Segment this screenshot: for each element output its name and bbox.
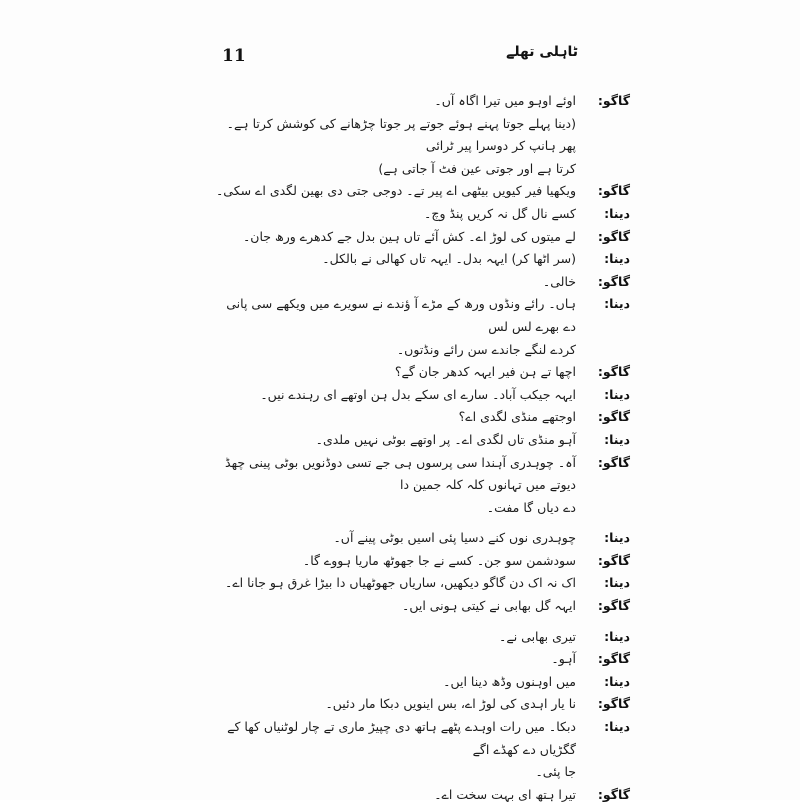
speech-text: سودشمن سو جن۔ کسے نے جا جھوٹھ ماریا ہووے گا۔ <box>302 552 576 568</box>
speaker-label: دینا: <box>604 628 630 644</box>
speech-text: خالی۔ <box>542 273 576 289</box>
speech-text: (سر اٹھا کر) ایہہ بدل۔ ایہہ تاں کھالی نے بالکل۔ <box>322 251 576 267</box>
dialogue-line <box>210 429 630 452</box>
dialogue-continuation <box>210 761 630 784</box>
dialogue-line <box>210 452 630 497</box>
dialogue-line <box>210 595 630 618</box>
dialogue-line <box>210 626 630 649</box>
dialogue-line <box>210 671 630 694</box>
dialogue-line <box>210 648 630 671</box>
speaker-label: گاگو: <box>597 273 630 289</box>
stage-direction-text: کرتا ہے اور جوتی عین فٹ آ جاتی ہے) <box>378 160 576 176</box>
speech-text: تیرا ہتھ ای بہت سخت اے۔ <box>434 786 576 802</box>
speech-text: جا پئی۔ <box>535 764 576 780</box>
dialogue-line <box>210 226 630 249</box>
page-number: 11 <box>222 46 246 66</box>
dialogue-continuation <box>210 497 630 520</box>
speaker-label: گاگو: <box>597 454 630 470</box>
speaker-label: گاگو: <box>597 696 630 712</box>
dialogue-block <box>210 90 630 806</box>
running-head-title: ٹاہلی تھلے <box>506 44 578 60</box>
stage-direction-text: (دینا پہلے جوتا پہنے ہوئے جوتے پر جوتا چڑھانے کی کوشش کرتا ہے۔ پھر ہانپ کر دوسرا پیر ٹرائی <box>226 115 576 154</box>
dialogue-line <box>210 384 630 407</box>
dialogue-line <box>210 406 630 429</box>
speech-text: اوجتھے منڈی لگدی اے؟ <box>458 409 576 425</box>
dialogue-line <box>210 90 630 113</box>
stage-direction-line <box>210 113 630 158</box>
speaker-label: گاگو: <box>597 552 630 568</box>
dialogue-line <box>210 203 630 226</box>
dialogue-line <box>210 361 630 384</box>
speaker-label: گاگو: <box>597 93 630 108</box>
speech-text: تیری بھابی نے۔ <box>499 628 576 644</box>
dialogue-line <box>210 248 630 271</box>
spacer <box>210 519 630 527</box>
speech-text: اک نہ اک دن گاگو دیکھیں، ساریاں جھوٹھیاں دا بیڑا غرق ہو جانا اے۔ <box>225 575 576 591</box>
speech-text: لے میتوں کی لوڑ اے۔ کش آئے تاں ہین بدل جے کدھرے ورھ جان۔ <box>242 228 576 244</box>
speech-text: میں اوہنوں وڈھ دینا ایں۔ <box>443 673 576 689</box>
speech-text: اوئے اوہو میں تیرا اگاہ آں۔ <box>434 93 576 108</box>
speech-text: ہاں۔ رائے ونڈوں ورھ کے مڑے آ ؤندے نے سویرے میں ویکھے سی پانی دے بھرے لس لس <box>226 296 576 334</box>
speaker-label: دینا: <box>604 575 630 591</box>
dialogue-line <box>210 716 630 761</box>
spacer <box>210 618 630 626</box>
dialogue-line <box>210 271 630 294</box>
dialogue-line <box>210 293 630 338</box>
speech-text: ویکھیا فیر کیویں بیٹھی اے پیر تے۔ دوجی جتی دی بھین لگدی اے سکی۔ <box>215 183 576 199</box>
dialogue-line <box>210 784 630 806</box>
speech-text: آہو۔ <box>551 651 576 667</box>
speech-text: دے دیاں گا مفت۔ <box>486 499 576 515</box>
speaker-label: گاگو: <box>597 409 630 425</box>
dialogue-line <box>210 527 630 550</box>
speech-text: کسے نال گل نہ کریں پنڈ وچ۔ <box>424 205 576 221</box>
speech-text: کردے لنگے جاندے سن رائے ونڈتوں۔ <box>396 341 576 357</box>
speech-text: آہ۔ چوہدری آہندا سی پرسوں ہی جے تسی دوڈنویں بوٹی پینی چھڈ دیوتے میں تہانوں کلہ کلہ جمین دا <box>225 454 576 493</box>
speaker-label: گاگو: <box>597 651 630 667</box>
dialogue-continuation <box>210 339 630 362</box>
speech-text: آہو منڈی تاں لگدی اے۔ پر اوتھے بوٹی نہیں ملدی۔ <box>315 431 576 447</box>
speaker-label: دینا: <box>604 386 630 402</box>
speech-text: ایہہ گل بھابی نے کیتی ہونی ایں۔ <box>402 598 576 614</box>
speech-text: دبکا۔ میں رات اوہدے پٹھے ہاتھ دی چپیڑ ماری تے چار لوٹنیاں کھا کے گگڑیاں دے کھڈے اگے <box>227 719 576 757</box>
speaker-label: دینا: <box>604 530 630 546</box>
dialogue-line <box>210 693 630 716</box>
speech-text: ایہہ جیکب آباد۔ سارے ای سکے بدل ہن اوتھے ای رہندے نیں۔ <box>260 386 576 402</box>
dialogue-line <box>210 572 630 595</box>
dialogue-line <box>210 550 630 573</box>
dialogue-line <box>210 180 630 203</box>
speaker-label: دینا: <box>604 251 630 267</box>
speaker-label: گاگو: <box>597 786 630 802</box>
stage-direction-line <box>210 158 630 181</box>
speech-text: نا یار اہدی کی لوڑ اے، بس اینویں دبکا مار دئیں۔ <box>325 696 576 712</box>
speaker-label: گاگو: <box>597 183 630 199</box>
speaker-label: دینا: <box>604 205 630 221</box>
speaker-label: دینا: <box>604 296 630 312</box>
speaker-label: گاگو: <box>597 364 630 380</box>
speech-text: چوہدری نوں کنے دسیا پئی اسیں بوٹی پینے آں۔ <box>333 530 576 546</box>
speaker-label: گاگو: <box>597 228 630 244</box>
speaker-label: دینا: <box>604 431 630 447</box>
speaker-label: دینا: <box>604 719 630 735</box>
speaker-label: گاگو: <box>597 598 630 614</box>
speaker-label: دینا: <box>604 673 630 689</box>
speech-text: اچھا تے ہن فیر ایہہ کدھر جان گے؟ <box>394 364 576 380</box>
